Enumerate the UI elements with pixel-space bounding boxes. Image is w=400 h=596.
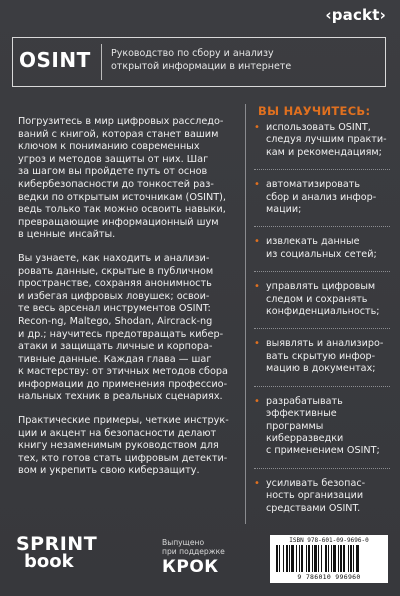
packt-logo: ‹packt›	[325, 6, 386, 24]
title-divider	[101, 44, 102, 80]
description-paragraph-1: Погрузитесь в мир цифровых расследо- ваний с книгой, которая станет вашим ключом к пониманию современных угроз и методов защиты от них. Шаг за шагом вы пройдете путь от основ кибербезопасности до тонкостей раз- ведки по открытым источникам (OSINT), ведь только так можно освоить навыки, превращающие информационный шум в ценные инсайты.	[18, 116, 226, 241]
learn-item: • выявлять и анализиро- вать скрытую инфор- мацию в документах;	[254, 338, 390, 386]
support-text: Выпущено при поддержке	[162, 538, 225, 556]
barcode-digits: 9 786010 996960	[297, 573, 361, 581]
column-divider	[245, 104, 246, 524]
learn-item: • усиливать безопас- ность организации средствами OSINT.	[254, 478, 390, 525]
sprint-book-logo	[16, 533, 98, 572]
learn-item: • разрабатывать эффективные программы киберразведки с применением OSINT;	[254, 396, 390, 469]
description-paragraph-3: Практические примеры, четкие инструк- ции и акцент на безопасности делают книгу незаменимым руководством для тех, кто готов стать цифровым детекти- вом и укрепить свою киберзащиту.	[18, 415, 229, 477]
learn-item: • извлекать данные из социальных сетей;	[254, 236, 390, 272]
description	[18, 116, 234, 489]
sprint-logo-line2: book	[24, 551, 74, 572]
sprint-logo-line1: SPRINT	[16, 533, 98, 555]
barcode	[270, 535, 388, 583]
learn-list	[254, 122, 390, 534]
learn-item: • управлять цифровым следом и сохранять конфиденциальность;	[254, 281, 390, 329]
krok-logo: КРОК	[162, 557, 219, 577]
isbn-text: ISBN 978-601-09-9696-0	[289, 537, 369, 544]
learn-heading: ВЫ НАУЧИТЕСЬ:	[258, 104, 371, 118]
learn-item: • использовать OSINT, следуя лучшим практи- кам и рекомендациям;	[254, 122, 390, 170]
description-paragraph-2: Вы узнаете, как находить и анализи- ровать данные, скрытые в публичном пространстве, сохраняя анонимность и избегая цифровых ловушек; освои- те весь арсенал инструментов OSINT: Recon-ng, Maltego, Shodan, Aircrack-ng и др.; научитесь предотвращать кибер- атаки и защищать личные и корпора- тивные данные. Каждая глава — шаг к мастерству: от этичных методов сбора информации до применения профессио- нальных техник в реальных сценариях.	[18, 252, 228, 403]
learn-item: • автоматизировать сбор и анализ инфор- мации;	[254, 179, 390, 227]
title-box	[12, 37, 386, 87]
book-title: OSINT	[19, 48, 91, 72]
book-subtitle: Руководство по сбору и анализу открытой информации в интернете	[111, 48, 292, 72]
barcode-bars	[276, 545, 382, 572]
